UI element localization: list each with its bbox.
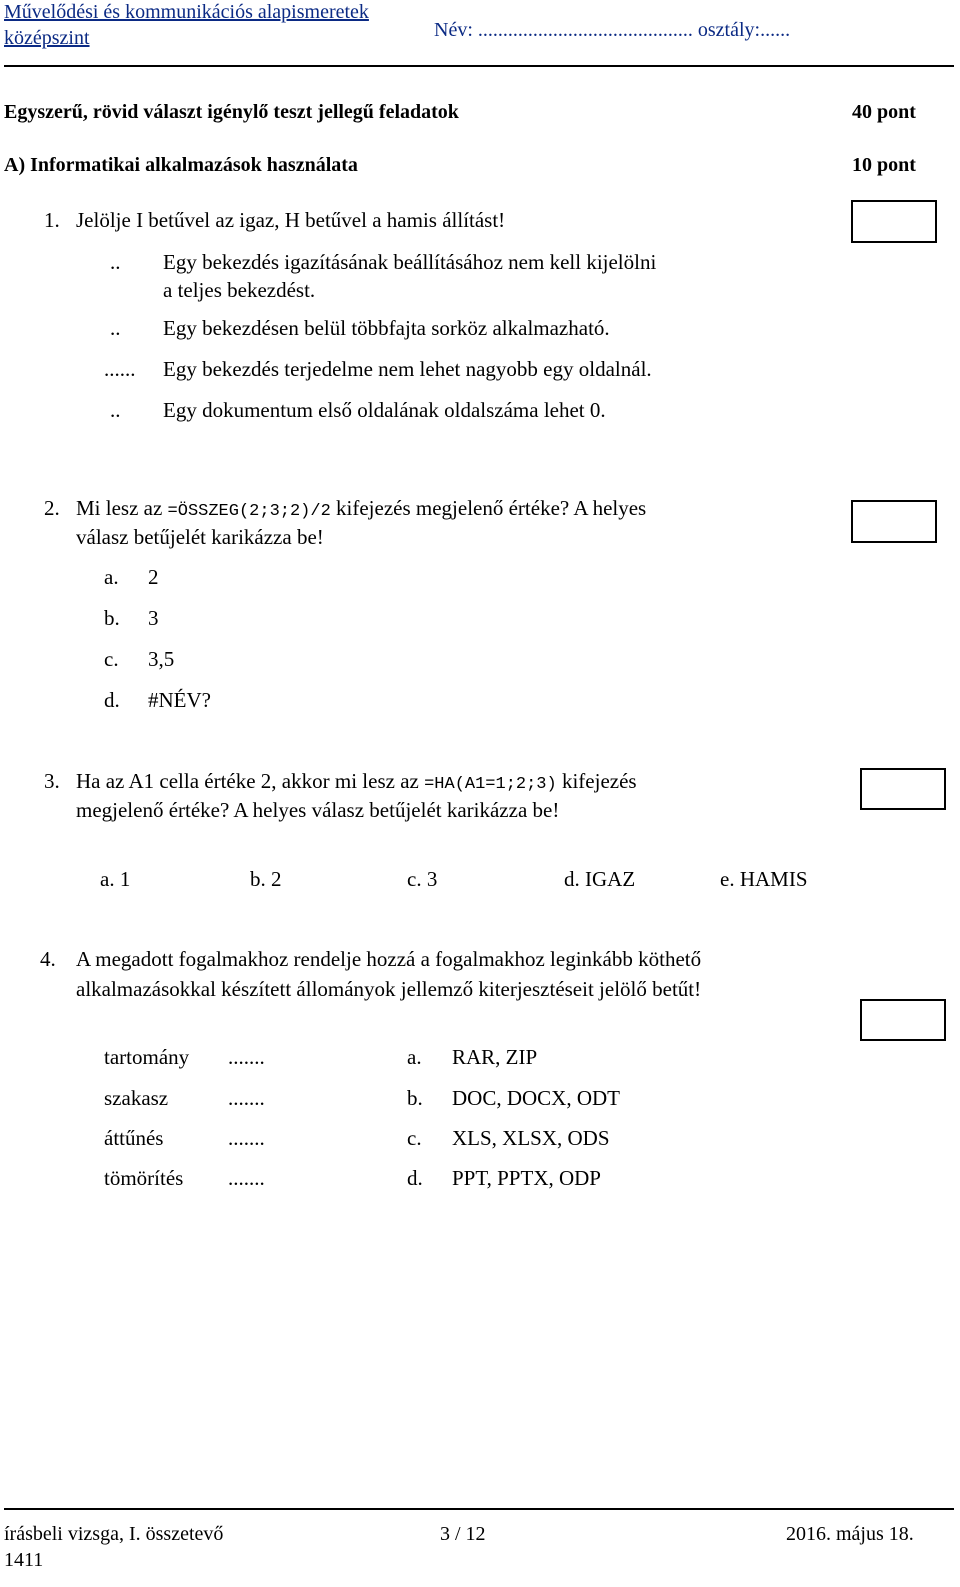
q3-option[interactable]: a. 1 [100,867,131,891]
footer-date: 2016. május 18. [786,1523,914,1545]
q3-text: Ha az A1 cella értéke 2, akkor mi lesz az =HA(A1=1;2;3) kifejezés [76,769,637,794]
section-subpoints: 10 pont [852,154,916,176]
subject-level: középszint [4,27,90,49]
q2-option-letter[interactable]: c. [104,647,119,671]
q4-text-line2: alkalmazásokkal készített állományok jellemző kiterjesztéseit jelölő betűt! [76,977,702,1001]
q4-term: áttűnés [104,1126,164,1150]
q1-item-text: Egy dokumentum első oldalának oldalszáma lehet 0. [163,398,606,422]
q4-term: szakasz [104,1086,169,1110]
q4-term-blank[interactable]: ....... [228,1086,265,1110]
section-title: Egyszerű, rövid választ igénylő teszt jellegű feladatok [4,101,459,123]
q2-formula: =ÖSSZEG(2;3;2)/2 [167,502,331,521]
q3-score-box[interactable] [860,768,946,810]
q1-item-text: Egy bekezdésen belül többfajta sorköz alkalmazható. [163,316,610,340]
q2-option-value: 2 [148,565,159,589]
q1-item-marker[interactable]: .. [110,250,121,274]
q4-term-blank[interactable]: ....... [228,1126,265,1150]
q1-item-marker[interactable]: .. [110,316,121,340]
q4-choice-letter: c. [407,1126,422,1150]
q4-choice-value: PPT, PPTX, ODP [452,1166,601,1190]
q3-formula: =HA(A1=1;2;3) [424,775,557,794]
q1-item-text: Egy bekezdés terjedelme nem lehet nagyobb egy oldalnál. [163,357,652,381]
q4-score-box[interactable] [860,999,946,1041]
q1-number: 1. [44,208,60,232]
footer-code: 1411 [4,1549,44,1571]
q2-text-line2: válasz betűjelét karikázza be! [76,525,324,549]
footer-exam-label: írásbeli vizsga, I. összetevő [4,1523,224,1545]
q3-option[interactable]: c. 3 [407,867,438,891]
q3-number: 3. [44,769,60,793]
q2-option-value: #NÉV? [148,688,211,712]
q3-option[interactable]: b. 2 [250,867,282,891]
q1-item-text: a teljes bekezdést. [163,278,316,302]
q1-item-marker[interactable]: .. [110,398,121,422]
q2-option-value: 3,5 [148,647,175,671]
section-points: 40 pont [852,101,916,123]
header-divider [4,65,954,67]
q2-option-value: 3 [148,606,159,630]
q1-item-text: Egy bekezdés igazításának beállításához nem kell kijelölni [163,250,657,274]
q4-choice-letter: d. [407,1166,423,1190]
q4-term: tartomány [104,1045,190,1069]
q2-option-letter[interactable]: d. [104,688,120,712]
q4-choice-value: DOC, DOCX, ODT [452,1086,620,1110]
q3-option[interactable]: e. HAMIS [720,867,808,891]
name-class-field: Név: ........................................... osztály:...... [434,19,791,41]
q4-term-blank[interactable]: ....... [228,1045,265,1069]
footer-divider [4,1508,954,1510]
q4-choice-value: RAR, ZIP [452,1045,538,1069]
q4-choice-value: XLS, XLSX, ODS [452,1126,610,1150]
q3-text-line2: megjelenő értéke? A helyes válasz betűjelét karikázza be! [76,798,560,822]
q4-number: 4. [40,947,56,971]
q4-term: tömörítés [104,1166,184,1190]
q2-option-letter[interactable]: b. [104,606,120,630]
q2-score-box[interactable] [851,500,937,543]
q2-number: 2. [44,496,60,520]
q2-option-letter[interactable]: a. [104,565,119,589]
q1-item-marker[interactable]: ...... [104,357,136,381]
q4-choice-letter: b. [407,1086,423,1110]
q1-score-box[interactable] [851,200,937,243]
q3-option[interactable]: d. IGAZ [564,867,636,891]
q4-choice-letter: a. [407,1045,422,1069]
subject-title: Művelődési és kommunikációs alapismeretek [4,1,369,23]
section-subtitle: A) Informatikai alkalmazások használata [4,154,358,176]
footer-page-number: 3 / 12 [440,1523,486,1545]
q2-text: Mi lesz az =ÖSSZEG(2;3;2)/2 kifejezés megjelenő értéke? A helyes [76,496,647,521]
q4-term-blank[interactable]: ....... [228,1166,265,1190]
q4-text-line1: A megadott fogalmakhoz rendelje hozzá a fogalmakhoz leginkább köthető [76,947,702,971]
q1-text: Jelölje I betűvel az igaz, H betűvel a hamis állítást! [76,208,506,232]
